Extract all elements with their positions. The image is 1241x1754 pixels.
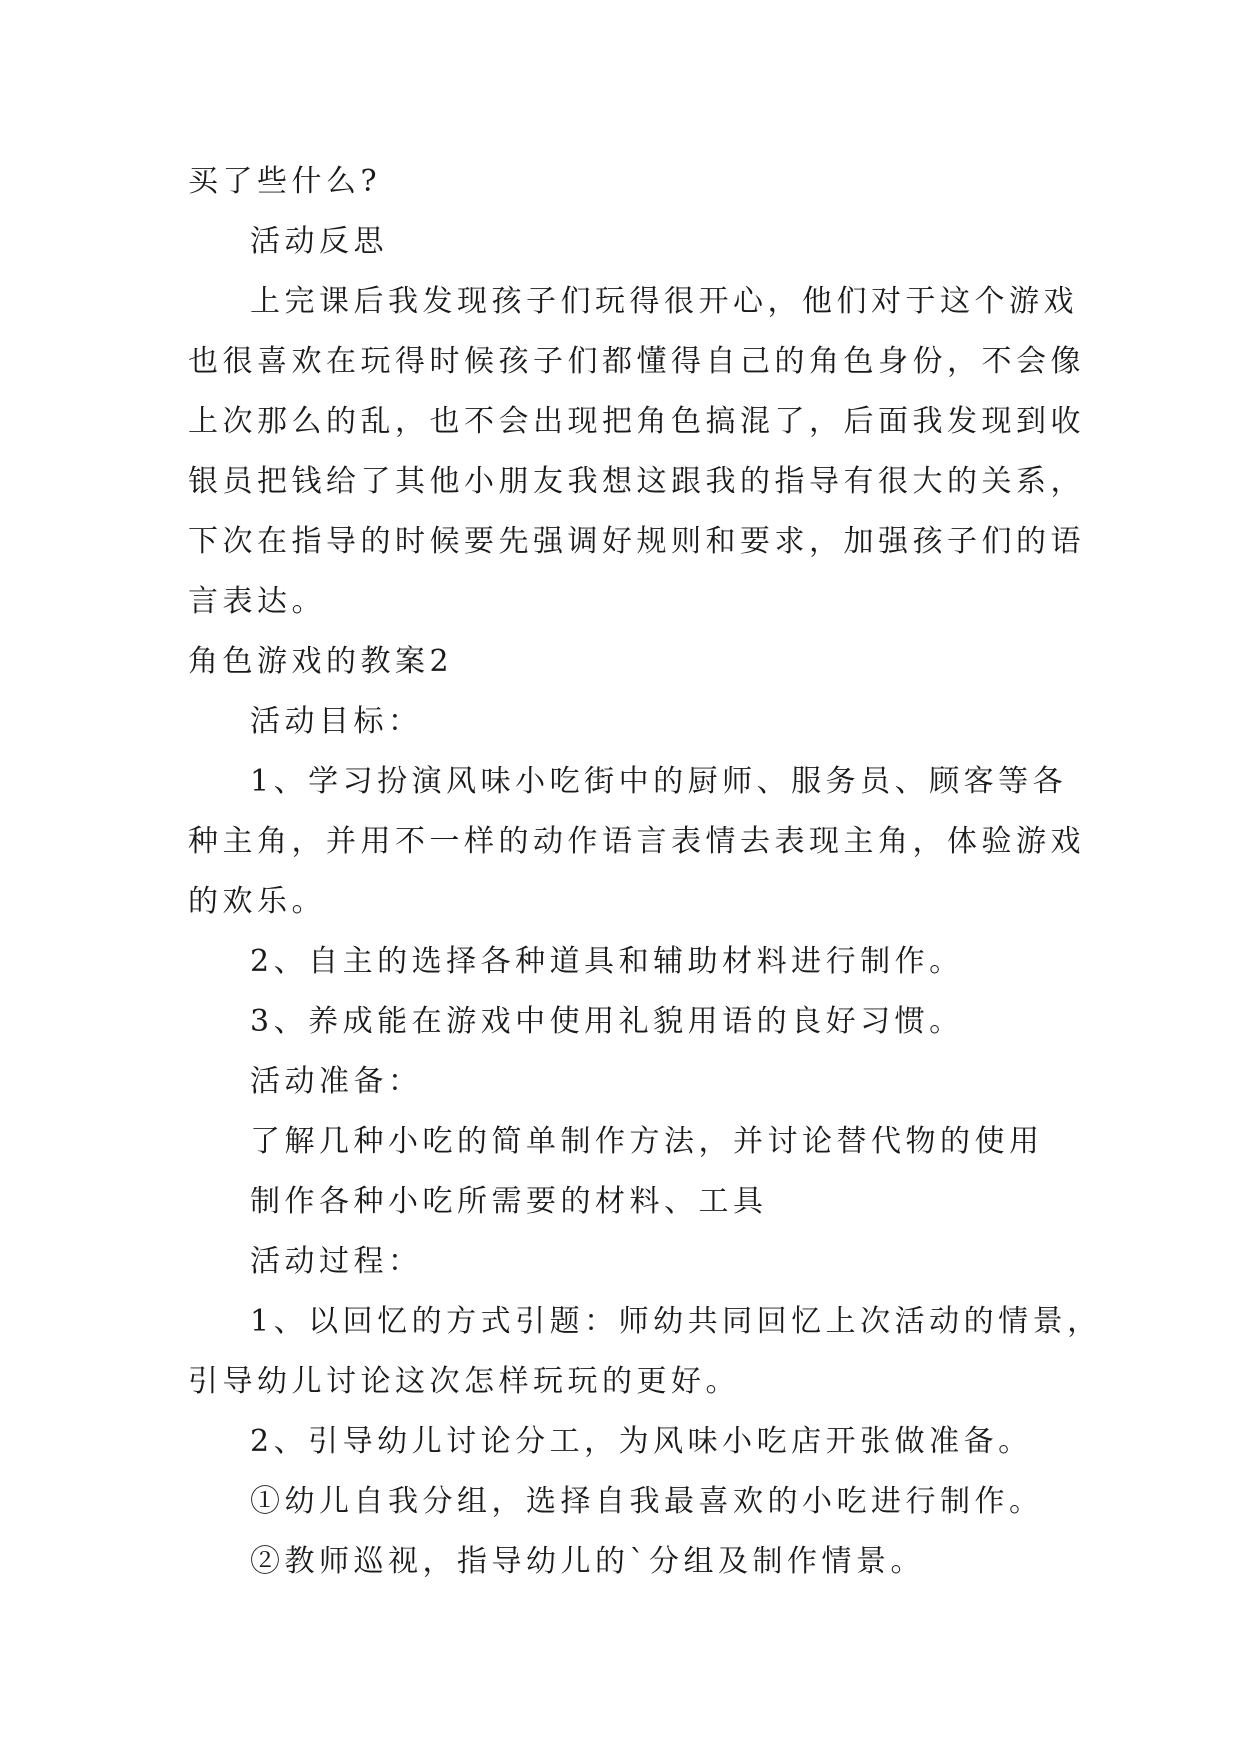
list-item: [188, 992, 1068, 1052]
document-page: [188, 152, 1102, 1592]
list-item: [188, 932, 1068, 992]
list-item: [188, 1292, 1102, 1352]
text-line-content: 活动目标：: [250, 704, 423, 739]
text-line-content: 了解几种小吃的简单制作方法，并讨论替代物的使用: [250, 1124, 1044, 1159]
text-line-content: 也很喜欢在玩得时候孩子们都懂得自己的角色身份，不会像: [188, 344, 1085, 379]
text-line: [188, 152, 1068, 212]
section-heading: [188, 692, 1068, 752]
text-line-content: 活动过程：: [250, 1244, 423, 1279]
text-line: [188, 392, 1085, 452]
text-line-content: ②教师巡视，指导幼儿的`分组及制作情景。: [250, 1544, 925, 1579]
text-line: [188, 1172, 1068, 1232]
text-line-content: 1、以回忆的方式引题：师幼共同回忆上次活动的情景，: [250, 1304, 1102, 1339]
text-line-content: 引导幼儿讨论这次怎样玩玩的更好。: [188, 1364, 740, 1399]
text-line: [188, 512, 1085, 572]
text-line-content: 2、引导幼儿讨论分工，为风味小吃店开张做准备。: [250, 1424, 1033, 1459]
section-heading: [188, 1232, 1068, 1292]
list-item: [188, 1472, 1068, 1532]
text-line: [188, 452, 1085, 512]
text-line-content: 角色游戏的教案2: [188, 644, 454, 679]
text-line-content: 制作各种小吃所需要的材料、工具: [250, 1184, 768, 1219]
text-line: [188, 872, 1068, 932]
section-heading: [188, 1052, 1068, 1112]
text-line-content: 活动准备：: [250, 1064, 423, 1099]
text-line: [188, 332, 1085, 392]
text-line: [188, 572, 1068, 632]
text-line-content: 买了些什么?: [188, 164, 382, 199]
list-item: [188, 1532, 1068, 1592]
text-line-content: 的欢乐。: [188, 884, 326, 919]
text-line-content: 活动反思: [250, 224, 388, 259]
text-line-content: 银员把钱给了其他小朋友我想这跟我的指导有很大的关系，: [188, 464, 1085, 499]
text-line-content: 言表达。: [188, 584, 326, 619]
section-heading: [188, 212, 1068, 272]
text-line-content: 1、学习扮演风味小吃街中的厨师、服务员、顾客等各: [250, 764, 1068, 799]
text-line-content: 3、养成能在游戏中使用礼貌用语的良好习惯。: [250, 1004, 964, 1039]
list-item: [188, 1412, 1068, 1472]
text-line-content: 2、自主的选择各种道具和辅助材料进行制作。: [250, 944, 964, 979]
text-line-content: 种主角，并用不一样的动作语言表情去表现主角，体验游戏: [188, 824, 1085, 859]
document-title: [188, 632, 1068, 692]
list-item: [188, 752, 1068, 812]
text-line-content: 上次那么的乱，也不会出现把角色搞混了，后面我发现到收: [188, 404, 1085, 439]
text-line-content: ①幼儿自我分组，选择自我最喜欢的小吃进行制作。: [250, 1484, 1044, 1519]
text-line: [188, 812, 1085, 872]
text-line: [188, 1352, 1068, 1412]
text-line: [188, 1112, 1068, 1172]
text-line-content: 下次在指导的时候要先强调好规则和要求，加强孩子们的语: [188, 524, 1085, 559]
text-line: [188, 272, 1078, 332]
text-line-content: 上完课后我发现孩子们玩得很开心，他们对于这个游戏: [250, 284, 1078, 319]
